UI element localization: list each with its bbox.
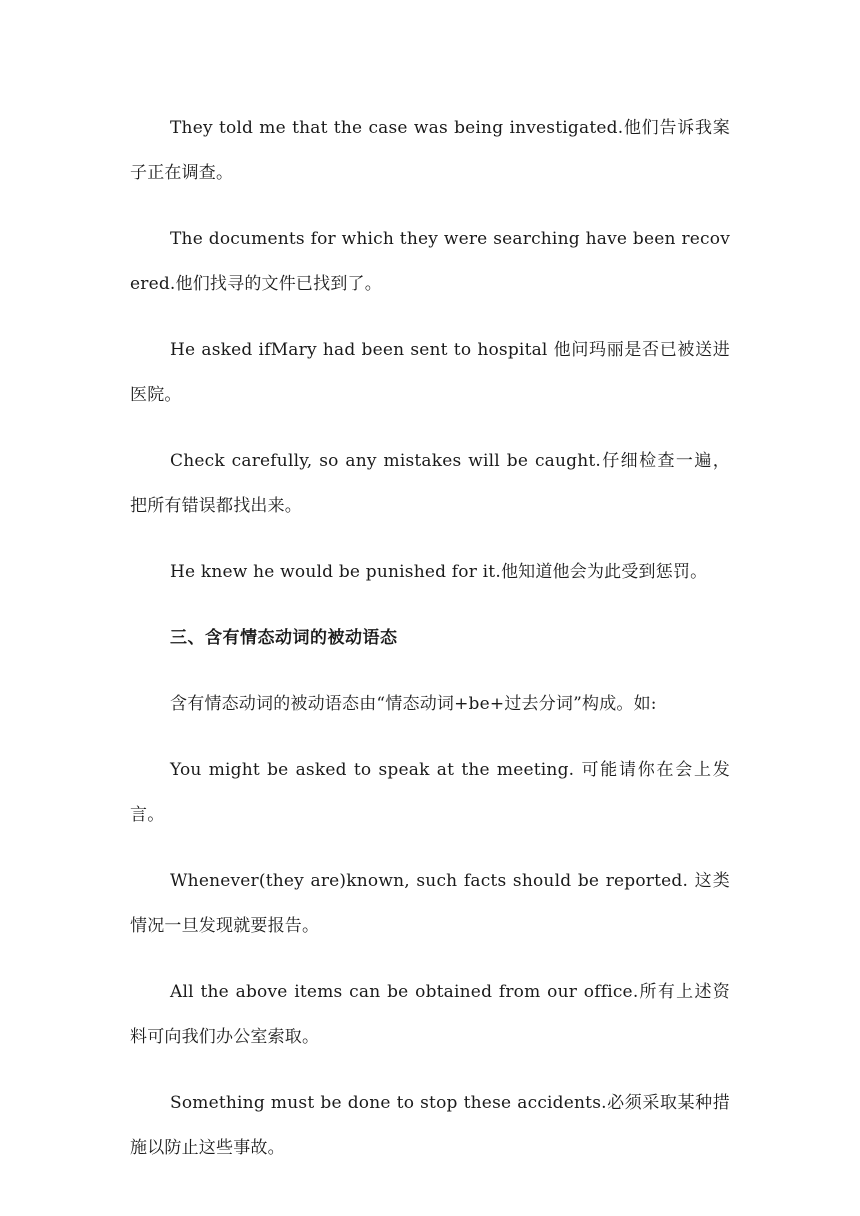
document-page xyxy=(130,106,730,1192)
paragraph: All the above items can be obtained from our office.所有上述资料可向我们办公室索取。 xyxy=(130,982,730,1047)
paragraph: The documents for which they were searching have been recovered.他们找寻的文件已找到了。 xyxy=(130,229,730,294)
paragraph: They told me that the case was being investigated.他们告诉我案子正在调查。 xyxy=(130,118,730,183)
paragraph: Whenever(they are)known, such facts should be reported. 这类情况一旦发现就要报告。 xyxy=(130,871,730,936)
paragraph: Check carefully, so any mistakes will be caught.仔细检查一遍，把所有错误都找出来。 xyxy=(130,451,730,516)
paragraph: He knew he would be punished for it.他知道他会为此受到惩罚。 xyxy=(170,562,708,582)
section-heading: 三、含有情态动词的被动语态 xyxy=(170,628,398,648)
paragraph: You might be asked to speak at the meeting. 可能请你在会上发言。 xyxy=(130,760,730,825)
paragraph: He asked ifMary had been sent to hospital 他问玛丽是否已被送进医院。 xyxy=(130,340,730,405)
paragraph: 含有情态动词的被动语态由“情态动词+be+过去分词”构成。如: xyxy=(170,694,657,714)
paragraph: Something must be done to stop these accidents.必须采取某种措施以防止这些事故。 xyxy=(130,1093,730,1158)
